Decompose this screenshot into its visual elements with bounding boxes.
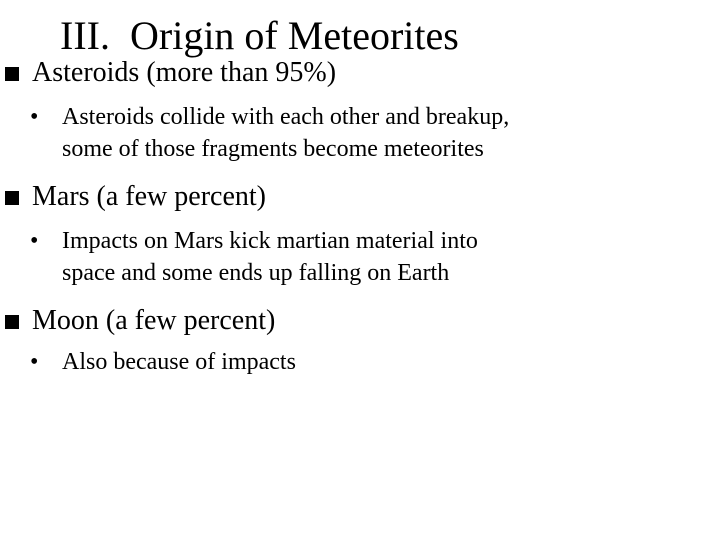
round-bullet-icon: •	[30, 349, 39, 375]
sub-bullet-line: space and some ends up falling on Earth	[62, 260, 450, 286]
sub-bullet-line: Asteroids collide with each other and breakup,	[62, 104, 510, 130]
slide-title-number: III.	[60, 13, 110, 58]
square-bullet-icon	[5, 191, 19, 205]
sub-bullet-text	[62, 225, 662, 289]
bullet-label: Asteroids (more than 95%)	[32, 57, 337, 88]
square-bullet-icon	[5, 67, 19, 81]
sub-bullet-text	[62, 101, 662, 165]
square-bullet-icon	[5, 315, 19, 329]
sub-bullet-text	[62, 346, 662, 378]
sub-bullet-line: Also because of impacts	[62, 349, 296, 375]
round-bullet-icon: •	[30, 228, 39, 254]
bullet-label: Moon (a few percent)	[32, 305, 276, 336]
bullet-label: Mars (a few percent)	[32, 181, 266, 212]
slide-title-text: Origin of Meteorites	[130, 13, 459, 58]
sub-bullet-line: Impacts on Mars kick martian material into	[62, 228, 478, 254]
slide-title	[60, 10, 459, 62]
round-bullet-icon: •	[30, 104, 39, 130]
sub-bullet-line: some of those fragments become meteorites	[62, 136, 484, 162]
